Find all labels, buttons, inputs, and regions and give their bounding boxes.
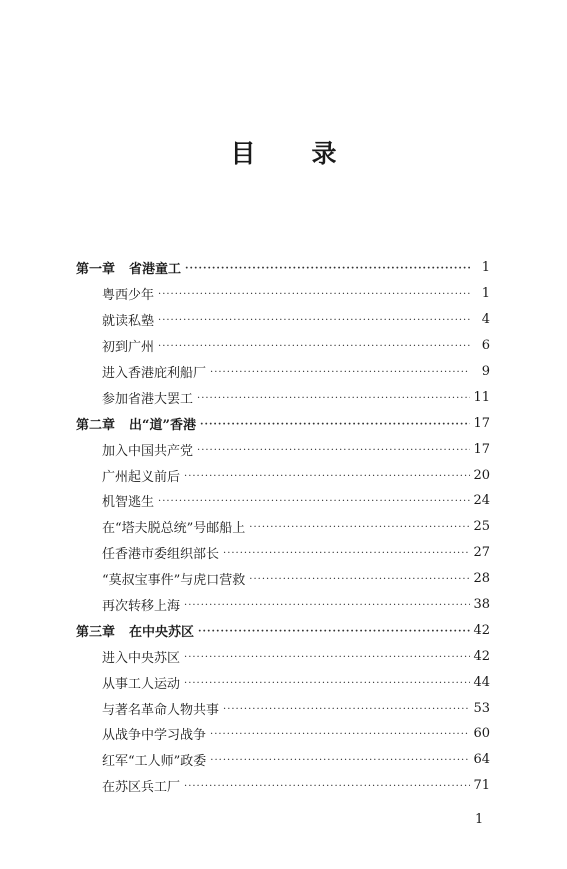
toc-entry-title: 从事工人运动 <box>102 676 181 692</box>
toc-entry-label <box>76 569 249 588</box>
toc-chapter-row[interactable] <box>76 617 490 643</box>
toc-entry-title: 参加省港大罢工 <box>102 391 194 407</box>
toc-page-number: 64 <box>473 752 490 768</box>
toc-entry-label <box>76 621 198 640</box>
toc-entry-label <box>76 724 210 743</box>
toc-section-row[interactable] <box>76 669 490 695</box>
toc-entry-label <box>76 491 158 510</box>
toc-entry-title: 粤西少年 <box>102 288 155 304</box>
toc-entry-title: 再次转移上海 <box>102 599 181 615</box>
toc-entry-title: 从战争中学习战争 <box>102 728 207 744</box>
toc-entry-title: 省港童工 <box>129 262 182 278</box>
page-title <box>0 134 567 170</box>
toc-section-row[interactable] <box>76 540 490 566</box>
dot-leader <box>158 496 470 507</box>
toc-page-number: 71 <box>473 778 490 794</box>
toc-entry-label <box>76 388 197 407</box>
toc-entry-label <box>76 673 184 692</box>
toc-entry-title: 进入中央苏区 <box>102 650 181 666</box>
dot-leader <box>185 263 470 274</box>
toc-entry-label <box>76 284 158 303</box>
toc-page-number: 25 <box>473 519 490 535</box>
dot-leader <box>158 289 470 300</box>
toc-section-row[interactable] <box>76 488 490 514</box>
dot-leader <box>197 445 470 456</box>
toc-section-row[interactable] <box>76 333 490 359</box>
toc-entry-title: 出“道”香港 <box>129 417 196 433</box>
toc-section-row[interactable] <box>76 462 490 488</box>
toc-entry-label <box>76 336 158 355</box>
table-of-contents <box>76 255 490 799</box>
toc-entry-title: 在中央苏区 <box>129 624 195 640</box>
toc-entry-title: 初到广州 <box>102 340 155 356</box>
dot-leader <box>184 471 470 482</box>
toc-page-number: 17 <box>473 441 490 457</box>
toc-page-number: 4 <box>481 312 490 328</box>
dot-leader <box>184 600 470 611</box>
toc-section-row[interactable] <box>76 514 490 540</box>
toc-section-row[interactable] <box>76 307 490 333</box>
toc-entry-title: 红军“工人师”政委 <box>102 754 207 770</box>
toc-chapter-row[interactable] <box>76 255 490 281</box>
toc-entry-title: 加入中国共产党 <box>102 443 194 459</box>
chapter-number: 第二章 <box>76 417 116 433</box>
toc-section-row[interactable] <box>76 747 490 773</box>
dot-leader <box>184 678 470 689</box>
toc-page-number: 53 <box>473 700 490 716</box>
toc-entry-label <box>76 466 184 485</box>
toc-entry-label <box>76 362 210 381</box>
toc-section-row[interactable] <box>76 436 490 462</box>
toc-entry-label <box>76 647 184 666</box>
toc-page-number: 6 <box>481 338 490 354</box>
toc-section-row[interactable] <box>76 566 490 592</box>
toc-section-row[interactable] <box>76 384 490 410</box>
toc-entry-label <box>76 440 197 459</box>
toc-section-row[interactable] <box>76 695 490 721</box>
toc-entry-title: 机智逃生 <box>102 495 155 511</box>
toc-page-number: 11 <box>473 389 490 405</box>
toc-entry-label <box>76 258 185 277</box>
dot-leader <box>158 341 470 352</box>
toc-page-number: 1 <box>481 260 490 276</box>
toc-entry-title: 广州起义前后 <box>102 469 181 485</box>
toc-page-number: 27 <box>473 545 490 561</box>
toc-section-row[interactable] <box>76 359 490 385</box>
toc-section-row[interactable] <box>76 721 490 747</box>
dot-leader <box>249 522 470 533</box>
toc-section-row[interactable] <box>76 281 490 307</box>
toc-entry-label <box>76 543 223 562</box>
chapter-number: 第一章 <box>76 262 116 278</box>
toc-page-number: 1 <box>481 286 490 302</box>
toc-page-number: 20 <box>473 467 490 483</box>
dot-leader <box>200 419 470 430</box>
dot-leader <box>210 367 470 378</box>
toc-page-number: 42 <box>473 622 490 638</box>
toc-chapter-row[interactable] <box>76 410 490 436</box>
toc-entry-title: 在苏区兵工厂 <box>102 780 181 796</box>
toc-entry-title: 进入香港庇利船厂 <box>102 366 207 381</box>
toc-page-number: 28 <box>473 571 490 587</box>
dot-leader <box>184 652 470 663</box>
toc-entry-label <box>76 414 200 433</box>
page-number: 1 <box>475 812 484 827</box>
toc-section-row[interactable] <box>76 592 490 618</box>
toc-page-number: 60 <box>473 726 490 742</box>
toc-entry-label <box>76 517 249 536</box>
toc-page-number: 24 <box>473 493 490 509</box>
toc-page-number: 38 <box>473 597 490 613</box>
dot-leader <box>198 626 470 637</box>
toc-page-number: 9 <box>481 364 490 379</box>
dot-leader <box>249 574 470 585</box>
dot-leader <box>210 755 470 766</box>
toc-page-number: 44 <box>473 674 490 690</box>
dot-leader <box>197 393 470 404</box>
toc-page-number: 17 <box>473 415 490 431</box>
toc-entry-label <box>76 699 223 718</box>
toc-entry-title: 与著名革命人物共事 <box>102 702 220 718</box>
dot-leader <box>158 315 470 326</box>
toc-entry-label <box>76 310 158 329</box>
toc-entry-label <box>76 776 184 795</box>
toc-entry-label <box>76 595 184 614</box>
toc-entry-title: 就读私塾 <box>102 314 155 330</box>
toc-entry-label <box>76 750 210 769</box>
toc-section-row[interactable] <box>76 773 490 799</box>
dot-leader <box>223 548 470 559</box>
toc-entry-title: 任香港市委组织部长 <box>102 547 220 563</box>
toc-section-row[interactable] <box>76 643 490 669</box>
chapter-number: 第三章 <box>76 624 116 640</box>
title-char-2: 录 <box>311 139 337 168</box>
toc-entry-title: “莫叔宝事件”与虎口营救 <box>102 573 246 589</box>
toc-page-number: 42 <box>473 648 490 664</box>
dot-leader <box>223 704 470 715</box>
title-char-1: 目 <box>230 139 256 168</box>
dot-leader <box>210 729 470 740</box>
toc-entry-title: 在“塔夫脱总统”号邮船上 <box>102 521 246 537</box>
dot-leader <box>184 781 470 792</box>
